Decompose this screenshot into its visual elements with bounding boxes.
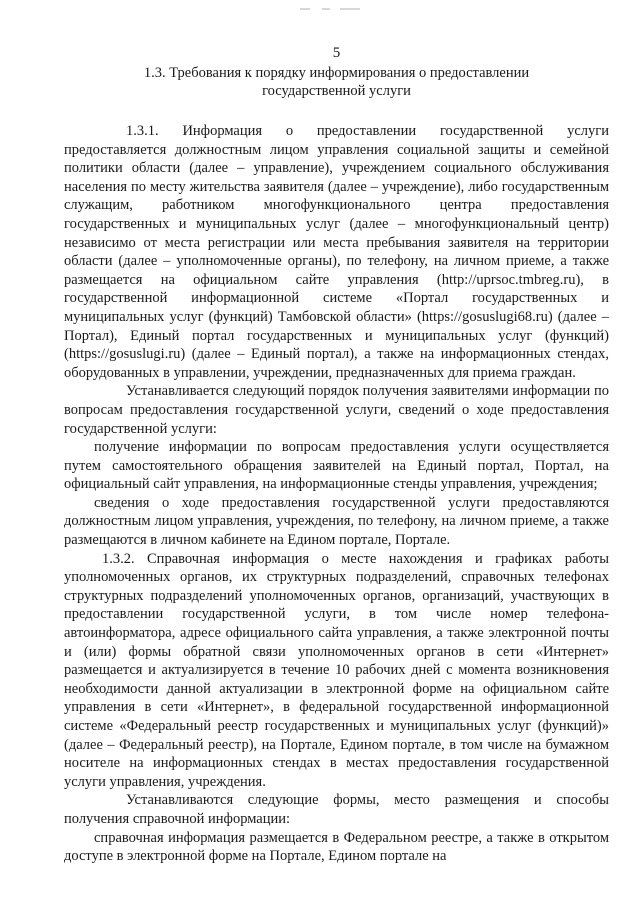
section-heading: 1.3. Требования к порядку информирования о предоставлении государственной услуги bbox=[143, 65, 530, 99]
paragraph-order-intro: Устанавливается следующий порядок получения заявителями информации по вопросам предоставления государственной услуги, сведений о ходе предоставления государственной услуги: bbox=[64, 383, 609, 437]
paragraph-1-3-1: 1.3.1. Информация о предоставлении государственной услуги предоставляется должностным лицом управления социальной защиты и семейной политики области (далее – управление), учреждением социального обслуживания населения по месту жительства заявителя (далее – учреждение), либо государственным служащим, работником многофункционального центра предоставления государственных и муниципальных услуг (далее – многофункциональный центр) независимо от места регистрации или места пребывания заявителя на территории области (далее – уполномоченные органы), по телефону, на личном приеме, а также размещается на официальном сайте управления (http://uprsoc.tmbreg.ru), в государственной информационной системе «Портал государственных и муниципальных услуг (функций) Тамбовской области» (https://gosuslugi68.ru) (далее – Портал), Единый портал государственных и муниципальных услуг (функций) (https://gosuslugi.ru) (далее – Единый портал), а также на информационных стендах, оборудованных в управлении, учреждении, предназначенных для приема граждан. bbox=[64, 123, 609, 381]
paragraph-progress-info: сведения о ходе предоставления государственной услуги предоставляются должностным лицом управления, учреждения, по телефону, на личном приеме, а также размещаются в личном кабинете на Едином портале, Портале. bbox=[64, 494, 609, 549]
paragraph-forms-intro: Устанавливаются следующие формы, место размещения и способы получения справочной информации: bbox=[64, 792, 609, 827]
scan-artifact bbox=[300, 8, 360, 10]
paragraph-reference-info: справочная информация размещается в Федеральном реестре, а также в открытом доступе в электронной форме на Портале, Едином портале на bbox=[64, 829, 609, 865]
paragraph-info-obtaining: получение информации по вопросам предоставления услуги осуществляется путем самостоятельного обращения заявителей на Единый портал, Портал, на официальный сайт управления, на информационные стенды управления, учреждения; bbox=[64, 439, 609, 493]
paragraph-1-3-2: 1.3.2. Справочная информация о месте нахождения и графиках работы уполномоченных органов, их структурных подразделений, справочных телефонах структурных подразделений уполномоченных органов, организаций, участвующих в предоставлении государственной услуги, в том числе номер телефона-автоинформатора, адресе официального сайта управления, а также электронной почты и (или) формы обратной связи уполномоченных органов в сети «Интернет» размещается и актуализируется в течение 10 рабочих дней с момента возникновения необходимости данной актуализации в электронной форме на официальном сайте управления в сети «Интернет», в федеральной государственной информационной системе «Федеральный реестр государственных и муниципальных услуг (функций)» (далее – Федеральный реестр), на Портале, Едином портале, в том числе на бумажном носителе на информационных стендах в местах предоставления государственной услуги управления, учреждения. bbox=[64, 550, 609, 790]
page-number: 5 bbox=[332, 45, 341, 61]
